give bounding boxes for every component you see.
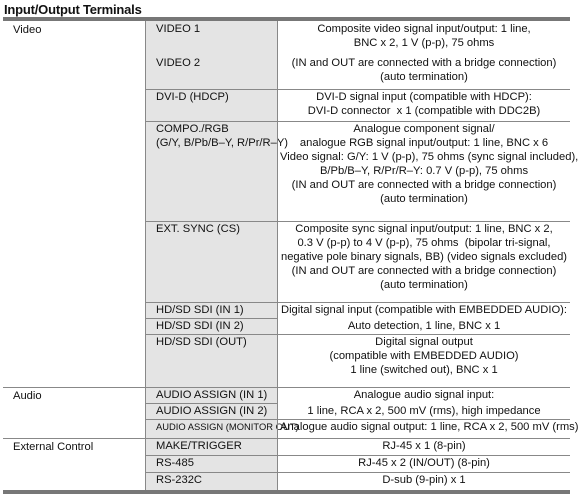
terminal-spec: Digital signal input (compatible with EMBEDDED AUDIO): xyxy=(277,302,570,318)
terminal-spec: RJ-45 x 2 (IN/OUT) (8-pin) xyxy=(277,455,570,472)
row-divider xyxy=(145,403,277,404)
terminal-name: AUDIO ASSIGN (IN 2) xyxy=(145,403,277,419)
row-divider xyxy=(145,419,570,420)
row-divider xyxy=(145,302,570,303)
terminal-spec: 1 line, RCA x 2, 500 mV (rms), high impedance xyxy=(277,403,570,419)
row-divider xyxy=(145,121,570,122)
category-divider xyxy=(3,438,570,439)
terminal-spec: Analogue audio signal input: xyxy=(277,387,570,403)
terminal-spec: Digital signal output (compatible with EMBEDDED AUDIO) 1 line (switched out), BNC x 1 xyxy=(277,334,570,387)
terminal-spec: Analogue audio signal output: 1 line, RCA x 2, 500 mV (rms) xyxy=(277,419,570,438)
terminal-name: EXT. SYNC (CS) xyxy=(145,221,277,302)
table-row xyxy=(3,438,570,455)
row-divider xyxy=(145,318,277,319)
terminal-name: RS-232C xyxy=(145,472,277,490)
row-divider xyxy=(145,334,570,335)
terminal-name: HD/SD SDI (OUT) xyxy=(145,334,277,387)
terminal-name: MAKE/TRIGGER xyxy=(145,438,277,455)
table-row xyxy=(3,221,570,302)
table-row xyxy=(3,318,570,334)
table-row xyxy=(3,387,570,403)
row-divider xyxy=(145,472,570,473)
terminal-name: VIDEO 1 xyxy=(145,21,277,55)
terminal-spec: Analogue component signal/ analogue RGB signal input/output: 1 line, BNC x 6 Video signal: G/Y: 1 V (p-p), 75 ohms (sync signal included), B/Pb/B–Y, R/Pr/R–Y: 0.7 V (p-p), 75 ohms (IN and OUT are connected with a bridge connection) (auto termination) xyxy=(277,121,570,221)
table-row xyxy=(3,334,570,387)
bottom-rule xyxy=(3,490,570,494)
row-divider xyxy=(145,455,570,456)
terminal-spec: DVI-D signal input (compatible with HDCP): DVI-D connector x 1 (compatible with DDC2B) xyxy=(277,89,570,121)
terminal-spec: RJ-45 x 1 (8-pin) xyxy=(277,438,570,455)
category-video: Video xyxy=(13,24,42,36)
category-audio: Audio xyxy=(13,390,42,402)
category-external-control: External Control xyxy=(13,441,94,453)
table-row xyxy=(3,302,570,318)
table-row xyxy=(3,121,579,221)
category-divider xyxy=(3,387,570,388)
terminal-name: DVI-D (HDCP) xyxy=(145,89,277,121)
terminal-spec: Auto detection, 1 line, BNC x 1 xyxy=(277,318,570,334)
terminal-spec: Composite video signal input/output: 1 line, BNC x 2, 1 V (p-p), 75 ohms xyxy=(277,21,570,55)
row-divider xyxy=(145,221,570,222)
terminal-spec: D-sub (9-pin) x 1 xyxy=(277,472,570,490)
terminal-name: HD/SD SDI (IN 1) xyxy=(145,302,277,318)
row-divider xyxy=(145,89,570,90)
table-row xyxy=(3,403,570,419)
terminal-spec: Composite sync signal input/output: 1 line, BNC x 2, 0.3 V (p-p) to 4 V (p-p), 75 ohms (bipolar tri-signal, negative pole binary signals, BB) (video signals excluded) (IN and OUT are connected with a bridge connection) (auto termination) xyxy=(277,221,570,302)
terminal-name: VIDEO 2 xyxy=(145,55,277,89)
terminal-name: RS-485 xyxy=(145,455,277,472)
terminal-name: COMPO./RGB (G/Y, B/Pb/B–Y, R/Pr/R–Y) xyxy=(145,121,277,221)
table-row xyxy=(3,455,570,472)
table-row xyxy=(3,472,570,490)
terminal-name: AUDIO ASSIGN (IN 1) xyxy=(145,387,277,403)
table-row xyxy=(3,89,570,121)
terminal-name: AUDIO ASSIGN (MONITOR OUT) xyxy=(145,419,277,438)
terminal-spec: (IN and OUT are connected with a bridge connection) (auto termination) xyxy=(277,55,570,89)
section-title: Input/Output Terminals xyxy=(4,2,142,17)
table-row xyxy=(3,55,570,89)
table-row xyxy=(3,419,579,438)
terminal-name: HD/SD SDI (IN 2) xyxy=(145,318,277,334)
table-row xyxy=(3,21,570,55)
